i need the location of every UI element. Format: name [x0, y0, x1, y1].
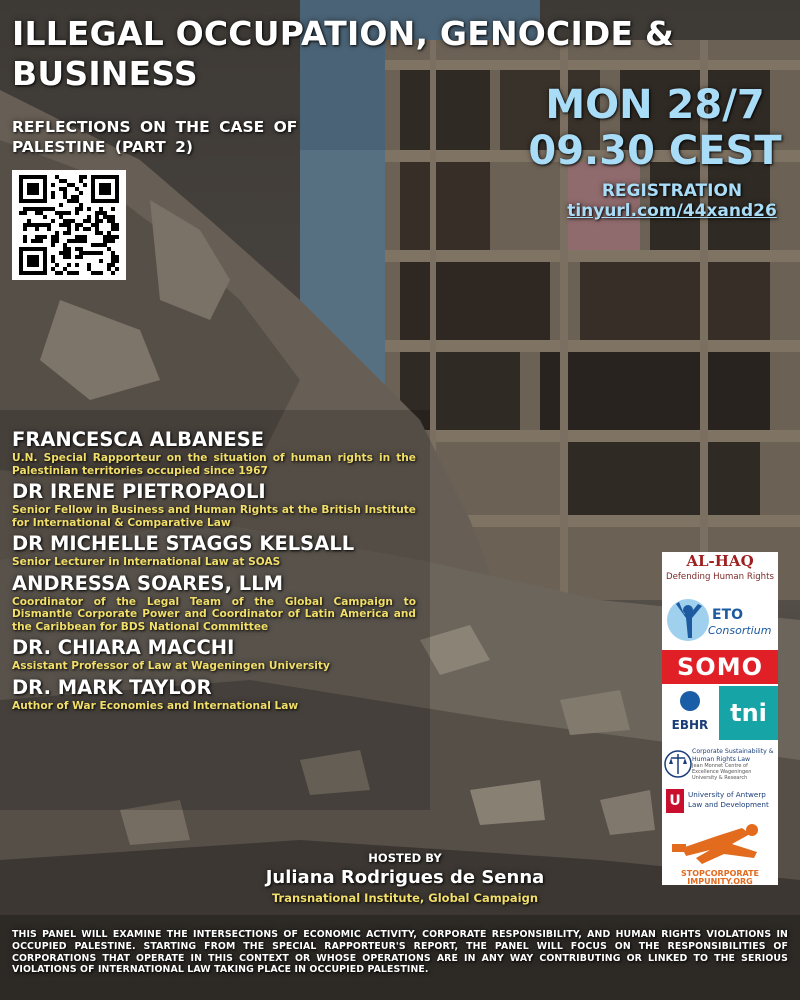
event-date: MON 28/7	[545, 82, 765, 128]
speaker-role: Assistant Professor of Law at Wageningen University	[12, 660, 330, 672]
csr-title: Corporate Sustainability & Human Rights Law	[692, 748, 774, 763]
csr-text	[692, 748, 776, 781]
logo-eto-consortium	[662, 592, 778, 648]
registration-link[interactable]: tinyurl.com/44xand26	[567, 201, 777, 221]
speaker-name: ANDRESSA SOARES, LLM	[12, 571, 284, 595]
poster-title: ILLEGAL OCCUPATION, GENOCIDE & BUSINESS	[12, 14, 674, 93]
csr-sub: Jean Monnet Centre of Excellence Wageningen University & Research	[692, 763, 752, 782]
speaker-role: Coordinator of the Legal Team of the Global Campaign to Dismantle Corporate Power and Coordinator of Latin America and the Caribbean for BDS National Committee	[12, 595, 416, 633]
speaker-item	[12, 572, 416, 634]
speaker-name: DR MICHELLE STAGGS KELSALL	[12, 532, 355, 555]
event-time: 09.30 CEST	[528, 128, 782, 174]
event-date-block	[520, 82, 790, 174]
logo-ebhr	[662, 686, 718, 740]
speakers-list	[12, 428, 416, 715]
logo-alhaq	[662, 552, 778, 590]
antwerp-line1: University of Antwerp	[688, 790, 766, 799]
logo-csr-law	[662, 744, 778, 784]
qr-code[interactable]	[12, 170, 126, 280]
speaker-item	[12, 428, 416, 477]
logo-stop-corporate-impunity	[662, 818, 778, 885]
registration-label: REGISTRATION	[601, 181, 743, 201]
scales-icon	[664, 746, 692, 782]
speaker-name: FRANCESCA ALBANESE	[12, 428, 265, 451]
speaker-role: U.N. Special Rapporteur on the situation of human rights in the Palestinian territories occupied since 1967	[12, 452, 416, 477]
host-organization: Transnational Institute, Global Campaign	[271, 891, 539, 905]
logo-ebhr-tni	[662, 686, 778, 740]
globe-icon	[680, 691, 700, 711]
speaker-role: Senior Fellow in Business and Human Rights at the British Institute for International & Comparative Law	[12, 504, 416, 529]
logo-university-antwerp	[662, 786, 778, 816]
partner-logos	[662, 552, 778, 885]
speaker-name: DR. CHIARA MACCHI	[12, 636, 235, 659]
fallen-figure-icon	[662, 818, 778, 870]
speaker-item	[12, 480, 416, 529]
speaker-name: DR. MARK TAYLOR	[12, 675, 212, 699]
speaker-item	[12, 676, 416, 713]
eto-figure-icon	[666, 596, 710, 644]
logo-somo: SOMO	[662, 650, 778, 684]
speaker-item	[12, 532, 416, 569]
speaker-item	[12, 636, 416, 673]
alhaq-tagline: Defending Human Rights	[666, 572, 774, 582]
antwerp-text	[688, 790, 778, 810]
alhaq-name: AL-HAQ	[686, 552, 754, 570]
eto-sub: Consortium	[708, 624, 772, 637]
poster-subtitle: REFLECTIONS ON THE CASE OF PALESTINE (PART 2)	[12, 118, 298, 156]
qr-code-image	[12, 170, 126, 280]
host-name: Juliana Rodrigues de Senna	[265, 867, 545, 888]
eto-name: ETO	[712, 607, 744, 623]
stop-text: STOPCORPORATE IMPUNITY.ORG	[680, 869, 760, 885]
logo-tni: tni	[719, 686, 778, 740]
ebhr-text: EBHR	[671, 718, 709, 732]
speaker-name: DR IRENE PIETROPAOLI	[12, 480, 266, 503]
speaker-role: Senior Lecturer in International Law at SOAS	[12, 556, 281, 568]
antwerp-line2: Law and Development	[688, 800, 769, 809]
speaker-role: Author of War Economies and International Law	[12, 699, 299, 712]
antwerp-mark-icon: U	[666, 789, 684, 813]
hosted-by-label: HOSTED BY	[368, 851, 442, 865]
panel-description: THIS PANEL WILL EXAMINE THE INTERSECTIONS OF ECONOMIC ACTIVITY, CORPORATE RESPONSIBILITY, AND HUMAN RIGHTS VIOLATIONS IN OCCUPIED PALESTINE. STARTING FROM THE SPECIAL RAPPORTEUR'S REPORT, THE PANEL WILL FOCUS ON THE RESPONSIBILITIES OF CORPORATIONS THAT OPERATE IN THIS CONTEXT OR WHOSE OPERATIONS ARE IN ANY WAY CONTRIBUTING OR LINKED TO THE SERIOUS VIOLATIONS OF INTERNATIONAL LAW TAKING PLACE IN OCCUPIED PALESTINE.	[12, 929, 788, 976]
